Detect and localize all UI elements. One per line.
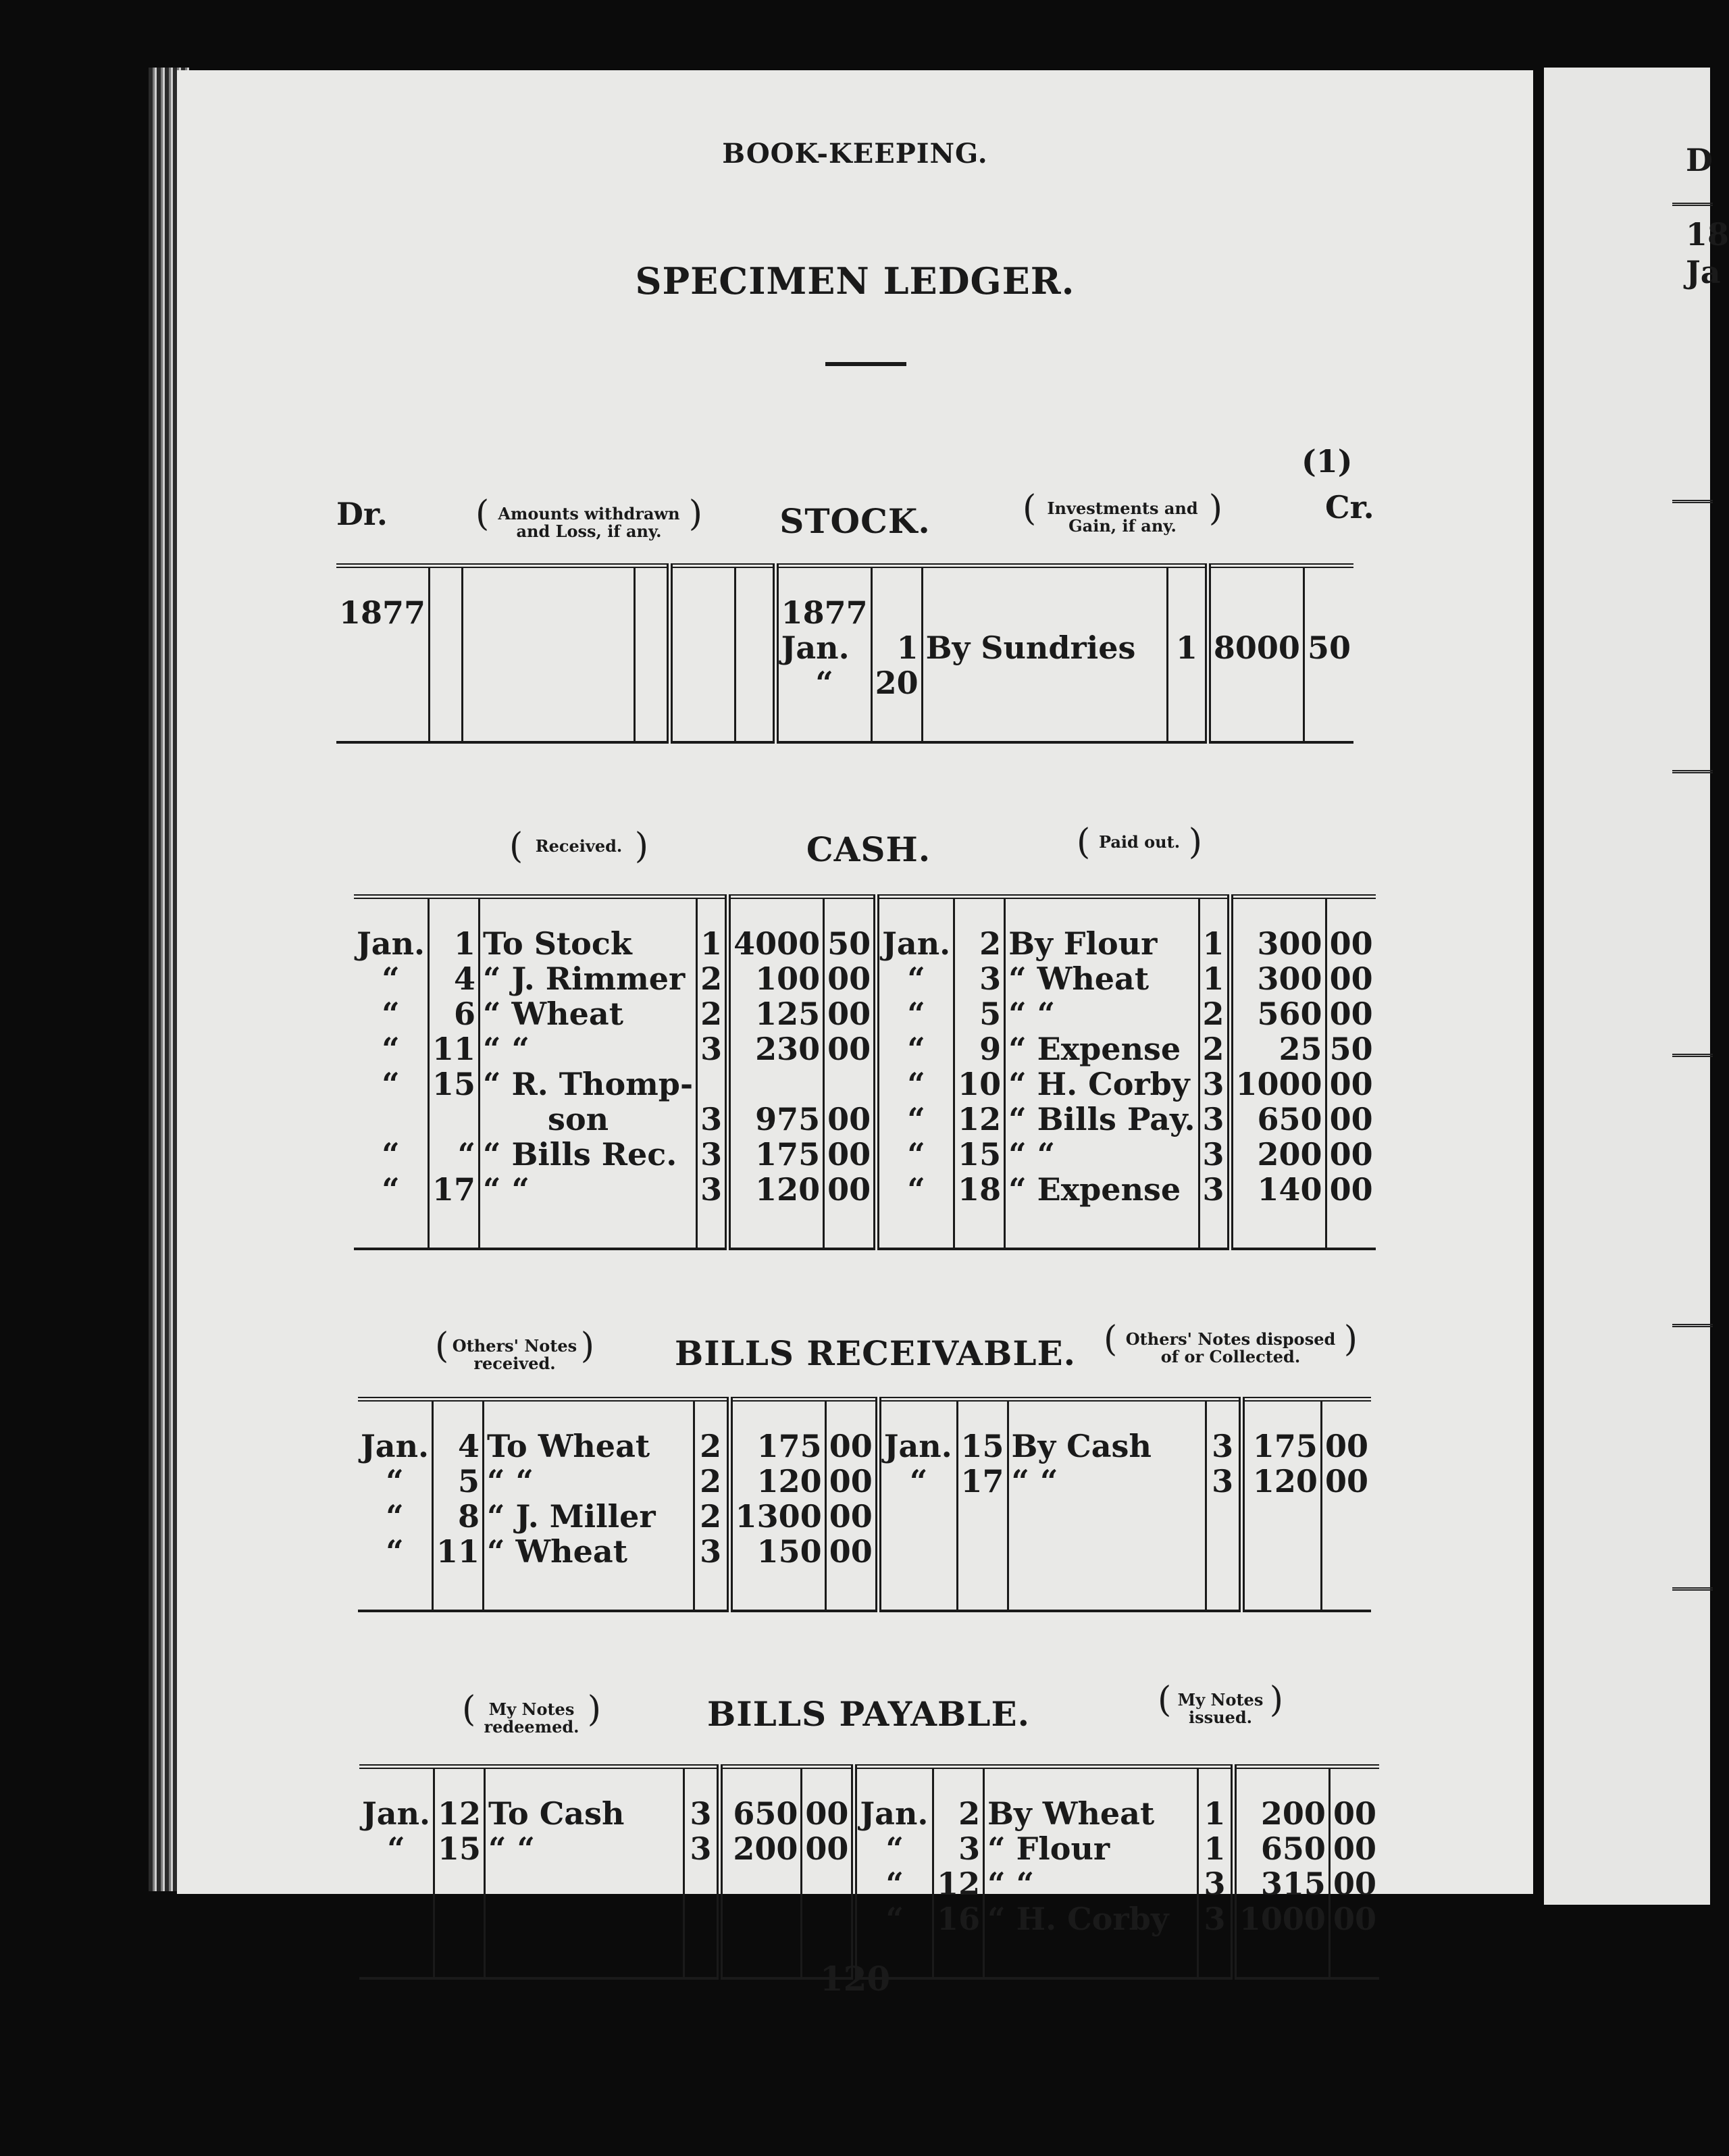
next-page-fragment: D	[1686, 142, 1713, 178]
entry-text	[462, 566, 634, 631]
table-row: “ “ “ Bills Rec. 3 175 00 “ 15 “ “ 3 200 00	[354, 1137, 1376, 1172]
table-row	[336, 700, 1353, 742]
right-note: ( My Notes issued. )	[1170, 1691, 1271, 1726]
next-page-fragment: 18	[1686, 216, 1729, 253]
amount-dollars: 300	[1230, 897, 1326, 962]
right-note: ( Paid out. )	[1089, 833, 1190, 851]
date-month: Jan.	[877, 897, 954, 962]
debit-label: Dr.	[336, 496, 388, 532]
amount-dollars: 4000	[728, 897, 824, 962]
amount-cents: 00	[1329, 925, 1373, 962]
account-title: BILLS RECEIVABLE.	[674, 1333, 1077, 1373]
table-row	[336, 630, 1353, 665]
ledger-page	[177, 70, 1533, 1937]
bills-payable-table	[359, 1764, 1379, 1980]
left-note: ( Received. )	[521, 838, 636, 855]
table-row: “ 12 “ “ 3 315 00	[359, 1866, 1379, 1901]
table-row	[358, 1569, 1371, 1611]
page-number: 120	[819, 1959, 891, 1999]
amount-dollars: 8000	[1208, 630, 1304, 665]
table-row: Jan. 4 To Wheat 2 175 00 Jan. 15 By Cash 3 175 00	[358, 1400, 1371, 1464]
table-row: “ 6 “ Wheat 2 125 00 “ 5 “ “ 2 560 00	[354, 996, 1376, 1031]
table-row: “ 15 “ “ 3 200 00 “ 3 “ Flour 1 650 00	[359, 1831, 1379, 1866]
stock-table	[336, 563, 1353, 744]
entry-folio	[634, 566, 669, 631]
table-row	[354, 1207, 1376, 1249]
entry-folio: 1	[697, 897, 728, 962]
table-row: “ 17 “ “ 3 120 00 “ 18 “ Expense 3 140 00	[354, 1172, 1376, 1207]
amount-cents: 50	[824, 897, 877, 962]
date-month: 1877	[775, 566, 871, 631]
amount-dollars	[669, 566, 735, 631]
cash-table	[354, 894, 1376, 1250]
table-row: Jan. 12 To Cash 3 650 00 Jan. 2 By Wheat 1 200 00	[359, 1767, 1379, 1832]
table-row: son 3 975 00 “ 12 “ Bills Pay. 3 650 00	[354, 1102, 1376, 1137]
account-folio: (1)	[1301, 443, 1353, 480]
left-note: ( My Notes redeemed. )	[474, 1701, 589, 1736]
date-month: 1877	[336, 566, 430, 631]
table-row	[354, 897, 1376, 962]
account-title: BILLS PAYABLE.	[707, 1694, 1030, 1734]
next-page-rule	[1672, 770, 1713, 773]
bills-receivable-table	[358, 1397, 1371, 1612]
entry-text: To Stock	[480, 897, 697, 962]
table-row	[336, 665, 1353, 700]
next-page-rule	[1672, 1054, 1713, 1057]
left-note: ( Amounts withdrawn and Loss, if any. )	[488, 505, 690, 540]
table-row: “ 5 “ “ 2 120 00 “ 17 “ “ 3 120 00	[358, 1464, 1371, 1499]
entry-text: By Flour	[1005, 897, 1199, 962]
entry-folio: 1	[1168, 630, 1208, 665]
next-page-rule	[1672, 1587, 1713, 1591]
page-title: SPECIMEN LEDGER.	[635, 259, 1075, 303]
next-page-rule	[1672, 500, 1713, 503]
table-row: “ 4 “ J. Rimmer 2 100 00 “ 3 “ Wheat 1 300 00	[354, 961, 1376, 996]
table-row: “ 15 “ R. Thomp- “ 10 “ H. Corby 3 1000 00	[354, 1067, 1376, 1102]
date-month: Jan.	[775, 630, 871, 665]
date-day: 2	[954, 897, 1005, 962]
title-rule	[825, 362, 906, 366]
next-page-fragment: Ja	[1686, 254, 1721, 290]
date-month: Jan.	[354, 897, 429, 962]
table-row: “ 11 “ Wheat 3 150 00	[358, 1534, 1371, 1569]
right-note: ( Others' Notes disposed of or Collected. )	[1116, 1331, 1345, 1366]
next-page-rule	[1672, 1324, 1713, 1327]
amount-dollars	[1208, 566, 1304, 631]
entry-text	[922, 566, 1168, 631]
account-title: CASH.	[806, 829, 931, 869]
account-title: STOCK.	[779, 501, 931, 541]
entry-text: By Sundries	[922, 630, 1168, 665]
entry-folio: 1	[1199, 897, 1230, 962]
entry-folio	[1168, 566, 1208, 631]
left-note: ( Others' Notes received. )	[447, 1337, 582, 1372]
table-row: “ 11 “ “ 3 230 00 “ 9 “ Expense 2 25 50	[354, 1031, 1376, 1067]
date-day: 20	[871, 665, 922, 700]
right-note: ( Investments and Gain, if any. )	[1035, 500, 1210, 535]
running-head: BOOK-KEEPING.	[722, 138, 988, 170]
amount-cents: 50	[1307, 630, 1351, 666]
date-day	[871, 566, 922, 631]
date-month: “	[775, 665, 871, 700]
date-day: 1	[871, 630, 922, 665]
amount-cents	[736, 566, 775, 631]
table-row: “ 16 “ H. Corby 3 1000 00	[359, 1901, 1379, 1936]
next-page-rule	[1672, 203, 1713, 206]
table-row	[336, 566, 1353, 631]
credit-label: Cr.	[1325, 489, 1374, 525]
table-row: “ 8 “ J. Miller 2 1300 00	[358, 1499, 1371, 1534]
date-day	[430, 566, 463, 631]
next-page-edge	[1544, 68, 1729, 1905]
date-day: 1	[429, 897, 480, 962]
amount-cents	[1304, 566, 1353, 631]
